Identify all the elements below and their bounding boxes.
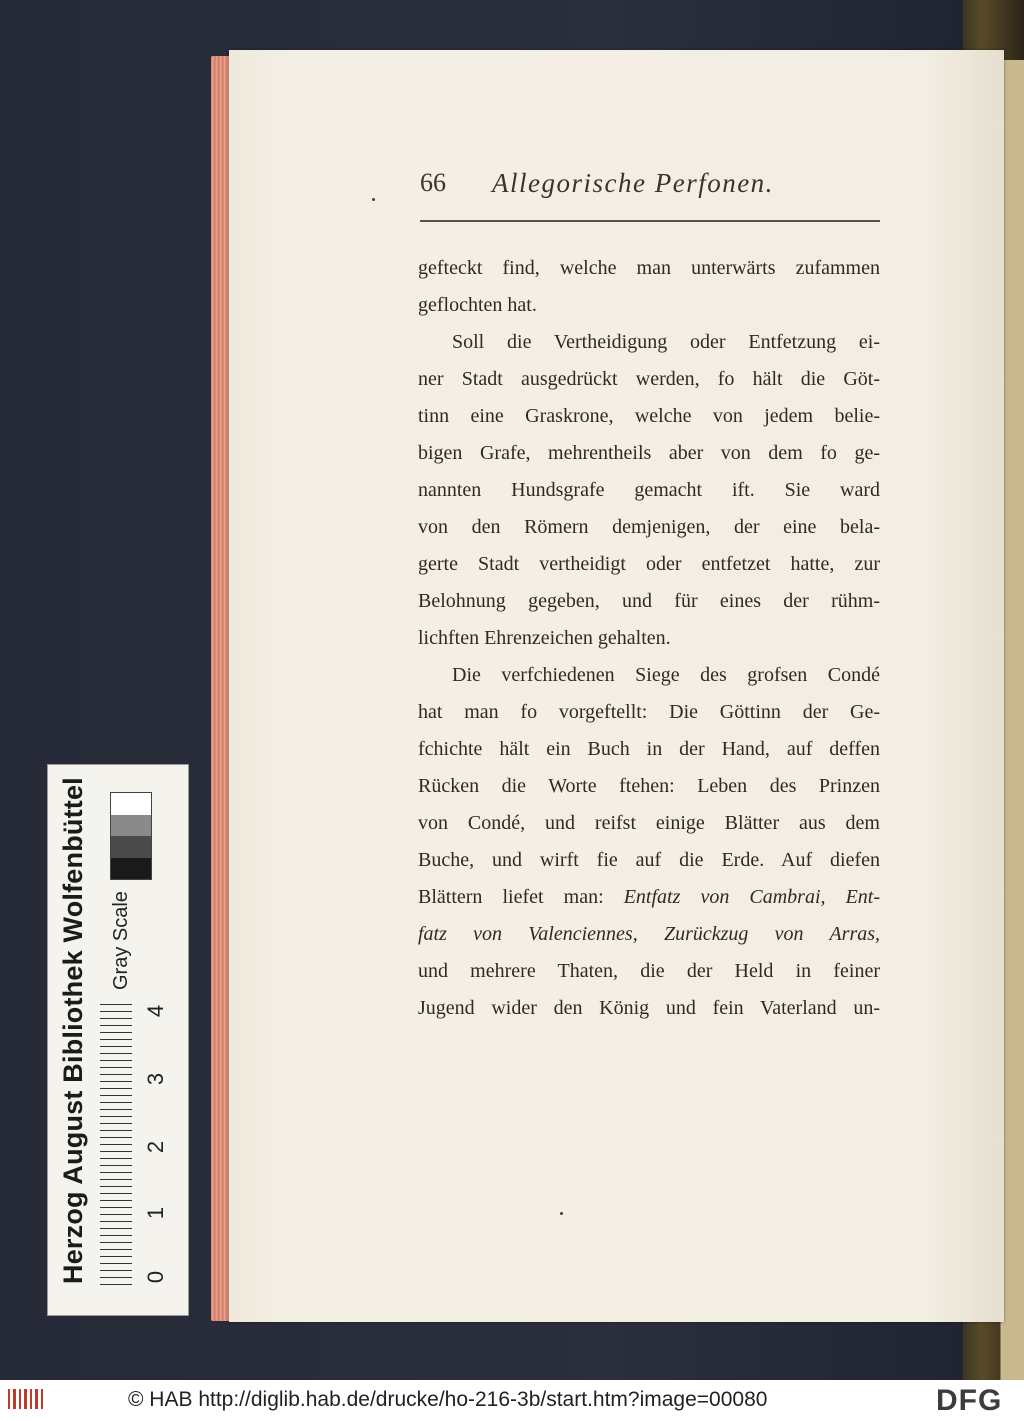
footer-credit-link[interactable]: © HAB http://diglib.hab.de/drucke/ho-216-3b/start.htm?image=00080 bbox=[128, 1388, 768, 1411]
gray-swatch bbox=[111, 858, 151, 880]
page-speck bbox=[560, 1212, 563, 1215]
text-line: gerte Stadt vertheidigt oder entfetzet hatte, zur bbox=[418, 553, 880, 575]
text-line-mixed bbox=[418, 879, 880, 916]
gray-scale-label: Gray Scale bbox=[110, 891, 132, 990]
text-line: tinn eine Graskrone, welche von jedem belie- bbox=[418, 405, 880, 427]
text-line: Soll die Vertheidigung oder Entfetzung ei- bbox=[452, 331, 880, 353]
italic-span: Zurückzug von Arras, bbox=[663, 923, 881, 945]
text-line: Belohnung gegeben, und für eines der rühm- bbox=[418, 590, 880, 612]
text-line: bigen Grafe, mehrentheils aber von dem fo ge- bbox=[418, 442, 880, 464]
text-line: nannten Hundsgrafe gemacht ift. Sie ward bbox=[418, 479, 880, 501]
body-text bbox=[418, 250, 880, 1027]
ruler-ticks bbox=[100, 1000, 132, 1285]
text-line: gefteckt find, welche man unterwärts zufammen bbox=[418, 257, 880, 279]
ruler-number: 1 bbox=[143, 1206, 169, 1220]
text-line: Jugend wider den König und fein Vaterland un- bbox=[418, 997, 880, 1019]
text-line: hat man fo vorgeftellt: Die Göttinn der Ge- bbox=[418, 701, 880, 723]
dfg-logo: DFG bbox=[936, 1384, 1003, 1417]
ruler-number: 4 bbox=[143, 1004, 169, 1018]
ruler-number: 2 bbox=[143, 1140, 169, 1154]
text-line: ner Stadt ausgedrückt werden, fo hält die Göt- bbox=[418, 368, 880, 390]
text-line: Buche, und wirft fie auf die Erde. Auf diefen bbox=[418, 849, 880, 871]
page-speck bbox=[372, 198, 375, 201]
text-line: Die verfchiedenen Siege des grofsen Condé bbox=[452, 664, 880, 686]
text-line: und mehrere Thaten, die der Held in feiner bbox=[418, 960, 880, 982]
gray-swatch bbox=[111, 793, 151, 815]
header-rule bbox=[420, 220, 880, 222]
gray-swatch bbox=[111, 836, 151, 858]
text-span: Blättern liefet man: bbox=[418, 886, 604, 908]
italic-span: Entfatz von Cambrai, Ent- bbox=[623, 886, 881, 908]
ruler-library-label: Herzog August Bibliothek Wolfenbüttel bbox=[58, 777, 88, 1284]
text-line: Rücken die Worte ftehen: Leben des Prinzen bbox=[418, 775, 880, 797]
running-title: Allegorische Perfonen. bbox=[492, 168, 774, 198]
ruler-number: 3 bbox=[143, 1072, 169, 1086]
barcode-logo-icon bbox=[6, 1386, 46, 1412]
gray-scale-swatches bbox=[110, 792, 152, 880]
ruler-number: 0 bbox=[143, 1270, 169, 1284]
page-edges bbox=[211, 56, 231, 1321]
text-line: fchichte hält ein Buch in der Hand, auf deffen bbox=[418, 738, 880, 760]
page-number: 66 bbox=[420, 168, 446, 197]
gray-swatch bbox=[111, 815, 151, 837]
text-line: von Condé, und reifst einige Blätter aus dem bbox=[418, 812, 880, 834]
text-line-mixed bbox=[418, 916, 880, 953]
running-head bbox=[420, 168, 880, 208]
italic-span: fatz von Valenciennes, bbox=[418, 923, 638, 945]
text-line: lichften Ehrenzeichen gehalten. bbox=[418, 627, 671, 649]
text-line: von den Römern demjenigen, der eine bela- bbox=[418, 516, 880, 538]
text-line: geflochten hat. bbox=[418, 294, 537, 316]
